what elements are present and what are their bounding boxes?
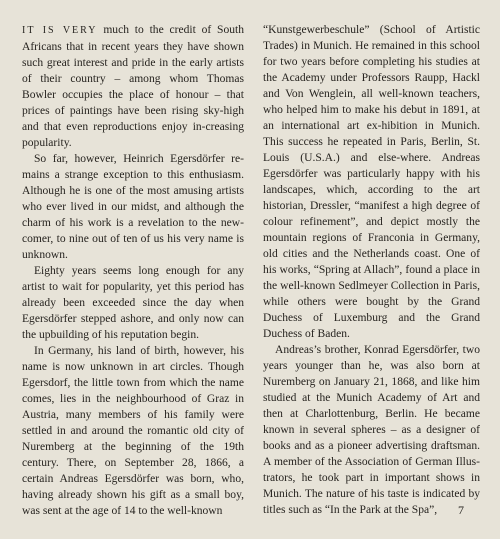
right-column [263, 22, 480, 518]
paragraph: Andreas’s brother, Konrad Egersdörfer, two years younger than he, was also born at Nuremberg on January 21, 1868, and like him studied at the Munich Academy of Art and then at Charlottenburg, Berlin. He became known in several spheres – as a designer of books and as a pioneer advertising draftsman. A member of the Association of German Illus-trators, he took part in important shows in Munich. The nature of his taste is indicated by titles such as “In the Park at the Spa”, [263, 344, 480, 516]
paragraph-continued: “Kunstgewerbeschule” (School of Artistic Trades) in Munich. He remained in this school for two years before completing his studies at the Academy under Professors Raupp, Hackl and Von Wenglein, all well-known teachers, who helped him to make his debut in 1891, at an international art ex-hibition in Munich. This success he repeated in Paris, Berlin, St. Louis (U.S.A.) and else-where. Andreas Egersdörfer was particularly happy with his landscapes, which, according to the art historian, Dressler, “manifest a high degree of colour refinement”, and depict mostly the mountain regions of Franconia in Germany, old cities and the Netherlands coast. One of his works, “Spring at Allach”, found a place in the well-known Sedlmeyer Collection in Paris, while others were bought by the Grand Duchess of Luxemburg and the Grand Duchess of Baden. [263, 24, 480, 340]
left-column [22, 22, 244, 519]
page-number: 7 [458, 503, 464, 517]
opening-small-caps: IT IS VERY [22, 25, 98, 36]
paragraph: So far, however, Heinrich Egersdörfer re-mains a strange exception to this enthusiasm. Although he is one of the most amusing artists who ever lived in our midst, and although the charm of his work is a revelation to the new-comer, to nine out of ten of us his very name is unknown. [22, 153, 244, 261]
paragraph: Eighty years seems long enough for any artist to wait for popularity, yet this period has already been exceeded since the day when Egersdörfer stepped ashore, and only now can the upbuilding of his reputation begin. [22, 265, 244, 341]
opening-text: much to the credit of South Africans that in recent years they have shown such great interest and pride in the early artists of their country – among whom Thomas Bowler occupies the place of honour – that prices of paintings have been rising sky-high and that even reproductions enjoy in-creasing popularity. [22, 24, 245, 149]
paragraph: In Germany, his land of birth, however, his name is now unknown in art circles. Though Egersdorf, the little town from which the name comes, lies in the neighbourhood of Graz in Austria, many members of his family were settled in and around the romantic old city of Nuremberg at the beginning of the 19th century. There, on September 28, 1866, a certain Andreas Egersdörfer was born, who, having already shown his gift as a small boy, was sent at the age of 14 to the well-known [22, 345, 244, 517]
paragraph-opening [22, 22, 244, 151]
